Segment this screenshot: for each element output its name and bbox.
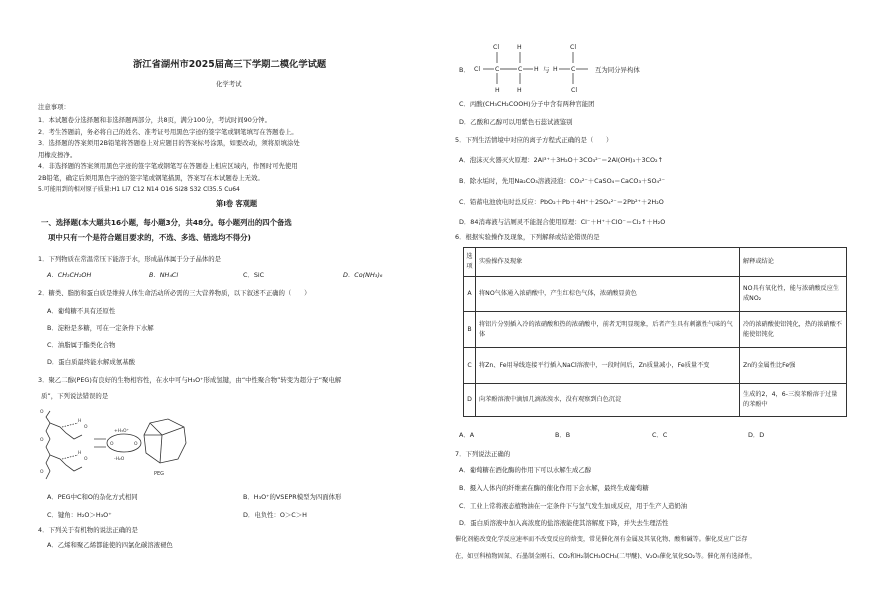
table-row (464, 384, 847, 417)
table-cell: C (464, 348, 476, 384)
table-cell: 将Zn、Fe用导线连接平行插入NaCl溶液中，一段时间后，Zn质量减小，Fe质量不变 (476, 348, 740, 384)
table-cell: D (464, 384, 476, 417)
svg-text:O: O (110, 442, 114, 447)
q4-option-b: B． (459, 66, 470, 74)
q7-option-d: D．蛋白质溶液中加入高浓度的盐溶液能使其溶解度下降，并失去生理活性 (459, 519, 669, 527)
h3o-label: +H₃O⁺ (114, 429, 129, 434)
q2-option-b: B．淀粉是多糖，可在一定条件下水解 (47, 324, 154, 332)
question-6-stem: 6．根据实验操作及现象，下列解释或结论错误的是 (455, 233, 600, 241)
note-line: 2．考生答题前，务必将自己的姓名、准考证号用黑色字迹的签字笔或钢笔填写在答题卷上。 (38, 128, 298, 136)
q5-option-b: B．除水垢时，先用Na₂CO₃溶液浸泡：CO₃²⁻＋CaSO₄＝CaCO₃＋SO₄²⁻ (459, 177, 665, 185)
question-4-stem: 4．下列关于有机物的说法正确的是 (38, 526, 138, 534)
svg-text:C: C (571, 66, 576, 73)
svg-text:H: H (553, 66, 558, 73)
q5-option-d: D．84消毒液与洁厕灵不能混合使用原理：Cl⁻＋H⁺＋ClO⁻＝Cl₂↑＋H₂O (459, 218, 666, 226)
section-instructions: 一、选择题(本大题共16小题，每小题3分，共48分。每小题列出的四个备选 (41, 218, 292, 227)
left-column (38, 0, 436, 616)
q1-option-c: C．SiC (243, 271, 265, 279)
svg-text:Cl: Cl (474, 66, 481, 73)
q6-option-d: D．D (748, 431, 765, 439)
q3-option-a: A．PEG中C和O的杂化方式相同 (47, 493, 138, 501)
table-cell: 向苯酚溶液中滴加几滴浓溴水，没有观察到白色沉淀 (476, 384, 740, 417)
notes-heading: 注意事项： (38, 103, 70, 111)
right-column (455, 0, 850, 616)
table-header-row (464, 248, 847, 277)
q1-option-a: A．CH₃CH₂OH (47, 271, 92, 279)
q3-option-d: D．电负性：O＞C＞H (243, 511, 307, 519)
note-line: 1．本试题卷分选择题和非选择题两部分，共8页，满分100分，考试时间90分钟。 (38, 116, 271, 124)
note-line: 用橡皮擦净。 (38, 151, 77, 159)
q4-option-b-connector: 与 (543, 66, 550, 74)
note-line: 2B铅笔，确定后须用黑色字迹的签字笔或钢笔描黑，答案写在本试题卷上无效。 (38, 174, 264, 182)
q4-option-a: A．乙烯和聚乙烯都能使的四氯化碳溶液褪色 (47, 541, 173, 549)
svg-text:H: H (517, 44, 522, 51)
q2-option-a: A．葡萄糖不具有还原性 (47, 307, 116, 315)
q4-option-c: C．丙酸(CH₃CH₂COOH)分子中含有两种官能团 (459, 100, 595, 108)
table-header-cell: 解释或结论 (740, 248, 847, 277)
peg-label: PEG (154, 471, 165, 477)
note-line: 4．非选择题的答案须用黑色字迹的签字笔或钢笔写在答题卷上相应区域内，作图时可先使用 (38, 162, 298, 170)
table-cell: 生成的2，4，6-三溴苯酚溶于过量的苯酚中 (740, 384, 847, 417)
question-3-stem: 质”，下列说法错误的是 (41, 392, 109, 400)
note-line: 5.可能用到的相对原子质量:H1 Li7 C12 N14 O16 Si28 S32 Cl35.5 Cu64 (38, 186, 240, 193)
table-cell: B (464, 312, 476, 348)
q7-option-c: C．工业上常将液态植物油在一定条件下与氢气发生加成反应，用于生产人造奶油 (459, 502, 688, 510)
svg-text:O: O (84, 457, 88, 462)
section-title: 第Ⅰ卷 客观题 (216, 199, 258, 208)
q5-option-c: C．铅蓄电池放电时总反应：PbO₂＋Pb＋4H⁺＋2SO₄²⁻＝2Pb²⁺＋2H₂O (459, 198, 664, 206)
q1-option-d: D．Co(NH₃)₆ (343, 271, 383, 279)
peg-structure-figure (38, 405, 208, 487)
note-line: 3．选择题的答案须用2B铅笔将答题卷上对应题目的答案标号涂黑，如要改动，须将原填涂处 (38, 139, 300, 147)
svg-text:C: C (518, 66, 523, 73)
table-row (464, 348, 847, 384)
svg-text:O: O (84, 425, 88, 430)
svg-text:H: H (534, 66, 539, 73)
section-instructions: 项中只有一个是符合题目要求的，不选、多选、错选均不得分) (48, 233, 251, 242)
svg-text:O: O (134, 442, 138, 447)
q6-option-c: C．C (652, 431, 668, 439)
table-cell: NO具有氧化性，能与浓硝酸反应生成NO₂ (740, 277, 847, 312)
q4-option-b-conclusion: 互为同分异构体 (595, 66, 640, 74)
question-7-stem: 7．下列说法正确的 (455, 450, 511, 458)
q3-option-b: B．H₃O⁺的VSEPR模型为四面体形 (243, 493, 342, 501)
q2-option-c: C．油脂属于酯类化合物 (47, 341, 116, 349)
passage-line: 在，如豆科植物固氮、石墨制金刚石、CO₂和H₂制CH₃OCH₃(二甲醚)、V₂O₅催化氧化SO₂等。催化剂有选择性， (455, 553, 757, 560)
table-cell: 冷的浓硝酸使铝钝化，热的浓硝酸不能使铝钝化 (740, 312, 847, 348)
q4-option-d: D．乙酸和乙醇可以用紫色石蕊试液鉴别 (459, 118, 573, 126)
q1-option-b: B．NH₄Cl (149, 271, 179, 279)
svg-text:C: C (495, 66, 500, 73)
svg-text:H: H (78, 419, 82, 424)
q3-option-c: C．键角：H₂O＞H₃O⁺ (47, 511, 112, 519)
svg-text:H: H (517, 87, 522, 94)
exam-subtitle: 化学考试 (216, 80, 242, 88)
svg-text:O: O (40, 470, 44, 475)
svg-text:O: O (40, 438, 44, 443)
q2-option-d: D．蛋白质最终能水解成氨基酸 (47, 358, 135, 366)
h2o-label: -H₂O (114, 457, 125, 462)
q6-option-b: B．B (555, 431, 571, 439)
exam-title: 浙江省湖州市2025届高三下学期二模化学试题 (133, 59, 327, 70)
table-row (464, 277, 847, 312)
q7-option-b: B．摄入人体内的纤维素在酶的催化作用下会水解，最终生成葡萄糖 (459, 484, 649, 492)
q4-structure-formulas (470, 42, 610, 94)
question-2-stem: 2．糖类、脂肪和蛋白质是维持人体生命活动所必需的三大营养物质，以下叙述不正确的（ ） (38, 289, 311, 297)
table-cell: 将NO气体通入浓硝酸中，产生红棕色气体，浓硝酸显黄色 (476, 277, 740, 312)
q6-option-a: A．A (459, 431, 475, 439)
question-3-stem: 3．聚乙二醇(PEG)有良好的生物相容性，在水中可与H₃O⁺形成氢键，由“中性聚合物”转变为超分子“聚电解 (38, 376, 342, 384)
question-1-stem: 1．下列物质在常温常压下能溶于水，形成晶体属于分子晶体的是 (38, 255, 222, 263)
svg-text:O: O (40, 410, 44, 415)
q7-option-a: A．葡萄糖在酒化酶的作用下可以水解生成乙醇 (459, 466, 592, 474)
question-5-stem: 5．下列生活情境中对应的离子方程式正确的是（ ） (455, 136, 613, 144)
table-cell: 将铝片分别插入冷的浓硝酸和热的浓硝酸中，前者无明显现象，后者产生具有刺激性气味的气体 (476, 312, 740, 348)
table-row (464, 312, 847, 348)
svg-text:H: H (495, 87, 500, 94)
q6-experiment-table (463, 247, 847, 417)
svg-text:Cl: Cl (571, 87, 578, 94)
passage-line: 催化剂能改变化学反应速率而不改变反应的焓变，常见催化剂有金属及其氧化物、酸和碱等。催化反应广泛存 (455, 536, 748, 543)
table-header-cell: 实验操作及现象 (476, 248, 740, 277)
table-cell: A (464, 277, 476, 312)
q5-option-a: A．泡沫灭火器灭火原理：2Al³⁺＋3H₂O＋3CO₃²⁻＝2Al(OH)₃＋3CO₂↑ (459, 156, 663, 164)
svg-text:Cl: Cl (493, 44, 500, 51)
svg-text:Cl: Cl (570, 44, 577, 51)
svg-text:H: H (78, 451, 82, 456)
table-cell: Zn的金属性比Fe强 (740, 348, 847, 384)
table-header-cell: 选项 (464, 248, 476, 277)
